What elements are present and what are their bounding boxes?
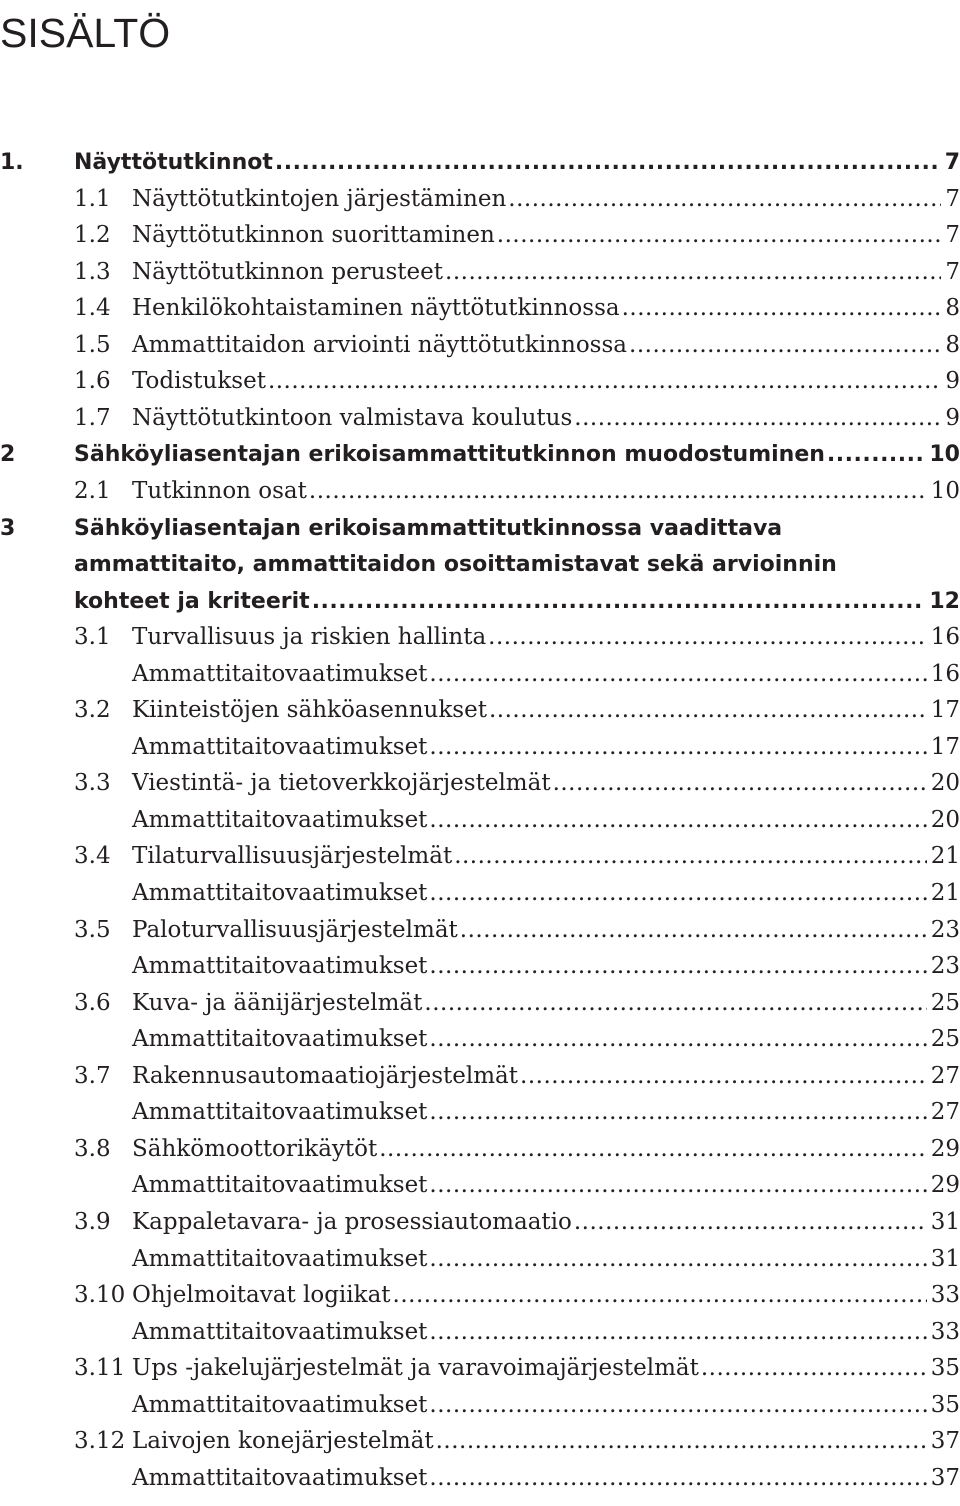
toc-page-number: 8: [945, 295, 960, 322]
toc-page-number: 9: [945, 368, 960, 395]
toc-entry-number: 1.2: [74, 222, 111, 249]
dot-leader: [827, 436, 925, 473]
toc-entry-title: Ammattitaitovaatimukset: [132, 953, 428, 980]
dot-leader: [574, 1204, 927, 1241]
toc-page-number: 7: [945, 222, 960, 249]
toc-entry-number: 3.1: [74, 624, 111, 651]
dot-leader: [629, 327, 941, 364]
toc-page-number: 25: [930, 1026, 960, 1053]
toc-page-number: 20: [930, 806, 960, 833]
toc-entry-number: 3.11: [74, 1355, 126, 1382]
toc-page-number: 21: [930, 843, 960, 870]
dot-leader: [275, 144, 941, 181]
dot-leader: [309, 473, 927, 510]
toc-section-entry[interactable]: [0, 290, 960, 327]
toc-entry-number: 1.5: [74, 331, 111, 358]
toc-page-number: 17: [930, 697, 960, 724]
toc-page-number: 25: [930, 989, 960, 1016]
toc-entry-title: kohteet ja kriteerit: [74, 588, 310, 614]
toc-section-entry[interactable]: [0, 692, 960, 729]
toc-page-number: 29: [930, 1172, 960, 1199]
toc-page-number: 7: [945, 185, 960, 212]
dot-leader: [429, 802, 926, 839]
toc-entry-title: Tilaturvallisuusjärjestelmät: [132, 843, 453, 870]
toc-entry-title: Kiinteistöjen sähköasennukset: [132, 697, 487, 724]
toc-page-number: 29: [930, 1135, 960, 1162]
toc-entry-number: 1.7: [74, 404, 111, 431]
toc-entry-number: 3.3: [74, 770, 111, 797]
toc-chapter-entry[interactable]: [0, 144, 960, 181]
toc-entry-number: 3.6: [74, 989, 111, 1016]
toc-section-entry[interactable]: [0, 765, 960, 802]
toc-section-entry[interactable]: [0, 217, 960, 254]
dot-leader: [574, 400, 941, 437]
dot-leader: [429, 1241, 926, 1278]
dot-leader: [393, 1277, 927, 1314]
toc-entry-title: Laivojen konejärjestelmät: [132, 1428, 434, 1455]
toc-entry-number: 3: [0, 515, 16, 541]
toc-page-number: 7: [944, 150, 960, 175]
toc-chapter-entry[interactable]: [0, 510, 960, 547]
toc-entry-number: 1.3: [74, 258, 111, 285]
toc-section-entry[interactable]: [0, 1058, 960, 1095]
toc-section-entry[interactable]: [0, 1204, 960, 1241]
toc-entry-number: 3.9: [74, 1208, 111, 1235]
toc-entry-title: Ammattitaitovaatimukset: [132, 1464, 428, 1491]
toc-entry-title: Näyttötutkintojen järjestäminen: [132, 185, 507, 212]
toc-chapter-entry[interactable]: [0, 546, 960, 583]
dot-leader: [488, 619, 927, 656]
toc-entry-title: Viestintä- ja tietoverkkojärjestelmät: [132, 770, 551, 797]
toc-section-entry[interactable]: [0, 802, 960, 839]
toc-entry-title: Näyttötutkinnon perusteet: [132, 258, 444, 285]
toc-section-entry[interactable]: [0, 1350, 960, 1387]
toc-page-number: 12: [929, 588, 960, 614]
toc-page-number: 37: [930, 1464, 960, 1491]
toc-entry-title: Ammattitaitovaatimukset: [132, 733, 428, 760]
toc-entry-title: Sähköyliasentajan erikoisammattitutkinnon muodostuminen: [74, 442, 825, 468]
toc-page-number: 10: [929, 442, 960, 468]
toc-entry-number: 3.4: [74, 843, 111, 870]
toc-entry-title: Ammattitaitovaatimukset: [132, 1026, 428, 1053]
toc-entry-number: 1.: [0, 150, 24, 175]
toc-page-number: 10: [930, 477, 960, 504]
toc-entry-number: 2.1: [74, 477, 111, 504]
dot-leader: [429, 1460, 926, 1497]
toc-page-number: 23: [930, 953, 960, 980]
toc-entry-title: Näyttötutkinnon suorittaminen: [132, 222, 495, 249]
toc-page-number: 35: [930, 1391, 960, 1418]
toc-page-number: 27: [930, 1062, 960, 1089]
dot-leader: [429, 656, 926, 693]
toc-section-entry[interactable]: [0, 473, 960, 510]
toc-section-entry[interactable]: [0, 948, 960, 985]
toc-section-entry[interactable]: [0, 1241, 960, 1278]
toc-entry-title: Ammattitaitovaatimukset: [132, 806, 428, 833]
dot-leader: [429, 1094, 926, 1131]
toc-page-number: 33: [930, 1282, 960, 1309]
toc-entry-title: Henkilökohtaistaminen näyttötutkinnossa: [132, 295, 620, 322]
toc-entry-number: 1.4: [74, 295, 111, 322]
toc-section-entry[interactable]: [0, 1094, 960, 1131]
toc-section-entry[interactable]: [0, 1131, 960, 1168]
dot-leader: [508, 181, 941, 218]
toc-page-number: 27: [930, 1099, 960, 1126]
toc-entry-number: 1.1: [74, 185, 111, 212]
dot-leader: [379, 1131, 926, 1168]
toc-entry-title: Ammattitaitovaatimukset: [132, 1245, 428, 1272]
dot-leader: [622, 290, 942, 327]
toc-section-entry[interactable]: [0, 254, 960, 291]
toc-chapter-entry[interactable]: [0, 583, 960, 620]
dot-leader: [553, 765, 927, 802]
toc-entry-title: Ammattitaitovaatimukset: [132, 1318, 428, 1345]
toc-entry-title: Paloturvallisuusjärjestelmät: [132, 916, 458, 943]
toc-section-entry[interactable]: [0, 1314, 960, 1351]
toc-entry-number: 2: [0, 442, 16, 468]
toc-section-entry[interactable]: [0, 729, 960, 766]
dot-leader: [429, 1387, 926, 1424]
toc-entry-title: Näyttötutkintoon valmistava koulutus: [132, 404, 573, 431]
dot-leader: [268, 363, 941, 400]
toc-entry-title: Turvallisuus ja riskien hallinta: [132, 624, 487, 651]
dot-leader: [424, 985, 926, 1022]
dot-leader: [429, 1021, 926, 1058]
toc-page-number: 20: [930, 770, 960, 797]
toc-page-number: 17: [930, 733, 960, 760]
toc-entry-title: Näyttötutkinnot: [74, 150, 273, 175]
toc-entry-title: Todistukset: [132, 368, 266, 395]
toc-section-entry[interactable]: [0, 838, 960, 875]
toc-section-entry[interactable]: [0, 1460, 960, 1497]
toc-entry-number: 3.8: [74, 1135, 111, 1162]
toc-page-number: 37: [930, 1428, 960, 1455]
toc-entry-number: 3.10: [74, 1282, 126, 1309]
dot-leader: [497, 217, 942, 254]
toc-entry-title: Ammattitaitovaatimukset: [132, 1391, 428, 1418]
toc-page-number: 7: [945, 258, 960, 285]
toc-entry-number: 3.7: [74, 1062, 111, 1089]
dot-leader: [460, 912, 927, 949]
toc-entry-title: Ammattitaitovaatimukset: [132, 1172, 428, 1199]
toc-section-entry[interactable]: [0, 400, 960, 437]
dot-leader: [454, 838, 927, 875]
toc-section-entry[interactable]: [0, 619, 960, 656]
dot-leader: [429, 729, 926, 766]
toc-entry-title: Sähkömoottorikäytöt: [132, 1135, 378, 1162]
toc-entry-title: Sähköyliasentajan erikoisammattitutkinnossa vaadittava: [74, 515, 783, 541]
toc-page-number: 31: [930, 1208, 960, 1235]
toc-entry-title: Ammattitaitovaatimukset: [132, 660, 428, 687]
toc-entry-number: 3.5: [74, 916, 111, 943]
dot-leader: [429, 1314, 926, 1351]
dot-leader: [429, 875, 926, 912]
toc-section-entry[interactable]: [0, 875, 960, 912]
toc-section-entry[interactable]: [0, 1021, 960, 1058]
toc-chapter-entry[interactable]: [0, 436, 960, 473]
dot-leader: [429, 1167, 926, 1204]
dot-leader: [436, 1423, 927, 1460]
toc-page-number: 35: [930, 1355, 960, 1382]
toc-section-entry[interactable]: [0, 363, 960, 400]
toc-section-entry[interactable]: [0, 327, 960, 364]
toc-section-entry[interactable]: [0, 985, 960, 1022]
toc-page-number: 33: [930, 1318, 960, 1345]
toc-section-entry[interactable]: [0, 656, 960, 693]
toc-section-entry[interactable]: [0, 1387, 960, 1424]
dot-leader: [429, 948, 926, 985]
dot-leader: [520, 1058, 927, 1095]
page-title: SISÄLTÖ: [0, 10, 171, 56]
toc-entry-number: 3.2: [74, 697, 111, 724]
dot-leader: [489, 692, 927, 729]
toc-entry-title: Tutkinnon osat: [132, 477, 307, 504]
toc-section-entry[interactable]: [0, 1167, 960, 1204]
toc-entry-title: Ammattitaidon arviointi näyttötutkinnossa: [132, 331, 628, 358]
toc-entry-title: Kappaletavara- ja prosessiautomaatio: [132, 1208, 572, 1235]
toc-page-number: 8: [945, 331, 960, 358]
toc-page-number: 9: [945, 404, 960, 431]
toc-section-entry[interactable]: [0, 912, 960, 949]
toc-page-number: 23: [930, 916, 960, 943]
toc-page-number: 31: [930, 1245, 960, 1272]
dot-leader: [445, 254, 941, 291]
toc-page-number: 16: [930, 660, 960, 687]
toc-section-entry[interactable]: [0, 181, 960, 218]
toc-entry-title: Rakennusautomaatiojärjestelmät: [132, 1062, 519, 1089]
toc-entry-number: 1.6: [74, 368, 111, 395]
toc-page-number: 21: [930, 880, 960, 906]
toc-entry-title: Ups -jakelujärjestelmät ja varavoimajärjestelmät: [132, 1355, 699, 1382]
toc-page-number: 16: [930, 624, 960, 651]
toc-entry-title: Kuva- ja äänijärjestelmät: [132, 989, 423, 1016]
dot-leader: [701, 1350, 927, 1387]
toc-entry-title: ammattitaito, ammattitaidon osoittamistavat sekä arvioinnin: [74, 552, 837, 578]
dot-leader: [312, 583, 926, 620]
toc-section-entry[interactable]: [0, 1423, 960, 1460]
toc-entry-title: Ammattitaitovaatimukset: [132, 1099, 428, 1126]
toc-entry-title: Ohjelmoitavat logiikat: [132, 1282, 391, 1309]
toc-entry-title: Ammattitaitovaatimukset: [132, 880, 428, 906]
toc-entry-number: 3.12: [74, 1428, 126, 1455]
toc-section-entry[interactable]: [0, 1277, 960, 1314]
